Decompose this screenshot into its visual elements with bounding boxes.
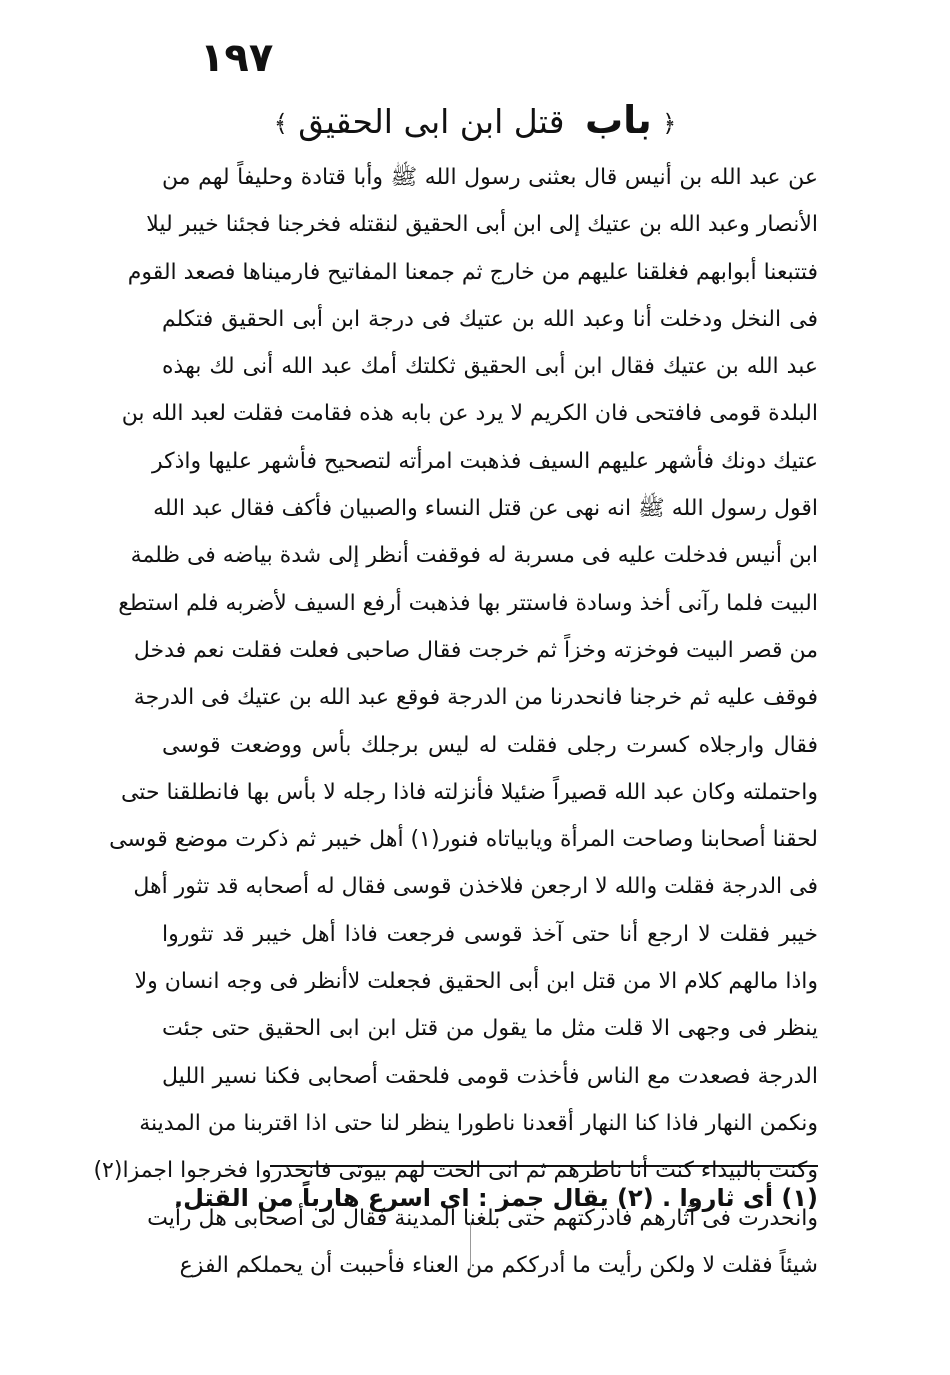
text-line: ابن أنيس فدخلت عليه فى مسربة له فوقفت أنظر إلى شدة بياضه فى ظلمة xyxy=(130,543,818,569)
text-line: الأنصار وعبد الله بن عتيك إلى ابن أبى الحقيق لنقتله فخرجنا فجئنا خيبر ليلا xyxy=(146,212,818,238)
text-line: واذا مالهم كلام الا من قتل ابن أبى الحقيق فجعلت لاأنظر فى وجه انسان ولا xyxy=(134,969,818,995)
text-line: من قصر البيت فوخزته وخزاً ثم خرجت فقال صاحبى فعلت فقلت نعم فدخل xyxy=(133,637,818,663)
ornament-close: ﴾ xyxy=(273,109,288,138)
text-line: فى النخل ودخلت أنا وعبد الله بن عتيك فى درجة ابن أبى الحقيق فتكلم xyxy=(162,306,818,332)
scan-mark xyxy=(470,1222,471,1270)
text-line: فتتبعنا أبوابهم فغلقنا عليهم من خارج ثم جمعنا المفاتيح فارميناها فصعد القوم xyxy=(127,259,818,285)
text-line: الدرجة فصعدت مع الناس فأخذت قومى فلحقت أصحابى فكنا نسير الليل xyxy=(162,1063,818,1089)
chapter-label: باب xyxy=(585,98,652,142)
chapter-heading xyxy=(0,98,950,146)
text-line: فى الدرجة فقلت والله لا ارجعن فلاخذن قوسى فقال له أصحابه قد تثور أهل xyxy=(133,874,818,900)
text-line: عبد الله بن عتيك فقال ابن أبى الحقيق ثكلتك أمك عبد الله أنى لك بهذه xyxy=(162,354,818,380)
text-line: واحتملته وكان عبد الله قصيراً ضئيلا فأنزلته فاذا رجله لا بأس بها فانطلقنا حتى xyxy=(120,779,818,805)
text-line: لحقنا أصحابنا وصاحت المرأة ويابياتاه فنور(١) أهل خيبر ثم ذكرت موضع قوسى xyxy=(109,827,818,853)
footnote-divider xyxy=(270,1165,818,1167)
text-line: عتيك دونك فأشهر عليهم السيف فذهبت امرأته لتصحيح فأشهر عليها واذكر xyxy=(152,448,818,474)
text-line: فقال وارجلاه كسرت رجلى فقلت له ليس برجلك بأس ووضعت قوسى xyxy=(162,732,818,758)
text-line: ينظر فى وجهى الا قلت مثل ما يقول من قتل ابن ابى الحقيق حتى جئت xyxy=(162,1016,818,1042)
body-text xyxy=(93,154,818,1289)
page-number: ١٩٧ xyxy=(200,35,274,81)
text-line: البيت فلما رآنى أخذ وسادة فاستتر بها فذهبت أرفع السيف لأضربه فلم استطع xyxy=(118,590,818,616)
chapter-title: قتل ابن ابى الحقيق xyxy=(298,102,565,141)
text-line: ونكمن النهار فاذا كنا النهار أقعدنا ناطورا ينظر لنا حتى اذا اقتربنا من المدينة xyxy=(139,1110,818,1136)
text-line: عن عبد الله بن أنيس قال بعثنى رسول الله ﷺ وأبا قتادة وحليفاً لهم من xyxy=(162,165,818,190)
ornament-open: ﴿ xyxy=(662,109,677,138)
text-line: اقول رسول الله ﷺ انه نهى عن قتل النساء والصبيان فأكف فقال عبد الله xyxy=(153,496,818,522)
text-line: البلدة قومى فافتحى فان الكريم لا يرد عن بابه هذه فقامت فقلت لعبد الله بن xyxy=(121,401,818,427)
text-line: فوقف عليه ثم خرجنا فانحدرنا من الدرجة فوقع عبد الله بن عتيك فى الدرجة xyxy=(133,685,818,711)
text-line: وانحدرت فى آثارهم فادركتهم حتى بلغنا المدينة فقال لى أصحابى هل رأيت xyxy=(147,1205,818,1231)
text-line: شيئاً فقلت لا ولكن رأيت ما أدرككم من العناء فأحببت أن يحملكم الفزع xyxy=(179,1252,818,1278)
footnote: (١) أى ثاروا . (٢) يقال جمز : اى اسرع هارباً من القتل. xyxy=(174,1184,818,1212)
text-line: وكنت بالبيداء كنت أنا ناطرهم ثم انى الحت لهم بيوتى فانحدروا فخرجوا اجمزا(٢) xyxy=(93,1158,818,1184)
text-line: خيبر فقلت لا ارجع أنا حتى آخذ قوسى فرجعت فاذا أهل خيبر قد تثوروا xyxy=(162,921,818,947)
